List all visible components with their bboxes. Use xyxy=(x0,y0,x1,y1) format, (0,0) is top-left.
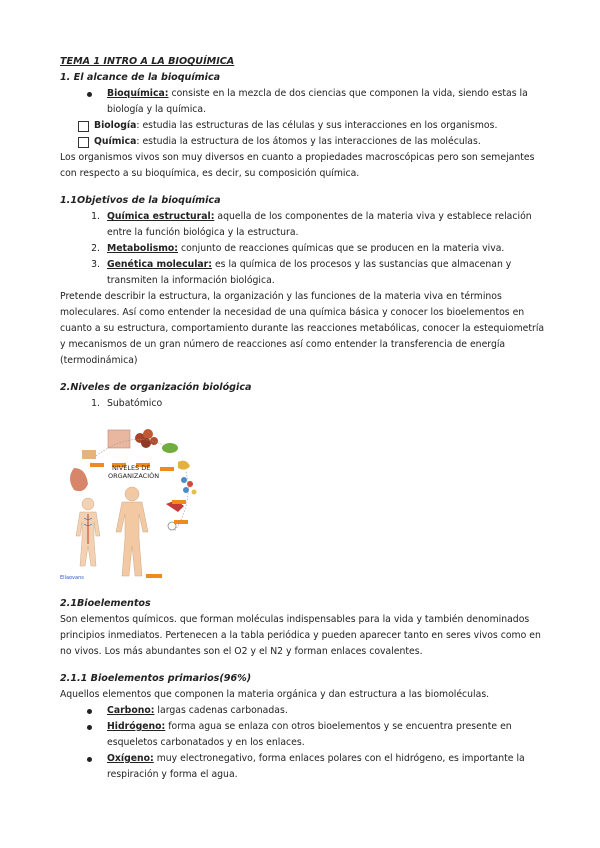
organization-levels-illustration xyxy=(60,422,220,582)
document-page xyxy=(60,54,545,783)
paragraph: Los organismos vivos son muy diversos en cuanto a propiedades macroscópicas pero son semejantes con respecto a su bioquímica, es decir, su composición química. xyxy=(60,152,535,179)
list-item: Carbono: largas cadenas carbonadas. xyxy=(60,703,545,719)
molecule-chain xyxy=(181,477,197,495)
list-item: 1. Subatómico xyxy=(91,398,163,409)
figure-label-2: ORGANIZACIÓN xyxy=(108,472,160,480)
section-2-1-heading: 2.1Bioelementos xyxy=(60,598,151,609)
section-2-heading: 2.Niveles de organización biológica xyxy=(60,382,252,393)
figure-label-1: NIVELES DE xyxy=(112,464,151,472)
list-item: Química: estudia la estructura de los átomos y las interacciones de las moléculas. xyxy=(60,134,545,150)
section-2-1-1-heading: 2.1.1 Bioelementos primarios(96%) xyxy=(60,673,252,684)
figure-credit: Ellaovans xyxy=(60,575,84,581)
list-item: Biología: estudia las estructuras de las células y sus interacciones en los organismos. xyxy=(60,118,545,134)
human-figure xyxy=(116,487,148,576)
tissue-tile xyxy=(108,430,130,448)
list-item: Hidrógeno: forma agua se enlaza con otros bioelementos y se encuentra presente en esqueletos carbonatados y en los enlaces. xyxy=(60,719,545,751)
section-1-heading: 1. El alcance de la bioquímica xyxy=(60,72,221,83)
list-item: Bioquímica: consiste en la mezcla de dos ciencias que componen la vida, siendo estas la biología y la química. xyxy=(60,86,545,118)
paragraph: Son elementos químicos. que forman moléculas indispensables para la vida y también denominados principios inmediatos. Pertenecen a la tabla periódica y pueden aparecer tanto en seres vivos como en no vivos. Los más abundantes son el O2 y el N2 y forman enlaces covalentes. xyxy=(60,614,541,657)
list-item: Oxígeno: muy electronegativo, forma enlaces polares con el hidrógeno, es importante la respiración y forma el agua. xyxy=(60,751,545,783)
checkbox-icon[interactable] xyxy=(78,121,89,132)
organization-levels-figure xyxy=(60,422,220,582)
paragraph: Pretende describir la estructura, la organización y las funciones de la materia viva en términos moleculares. Así como entender la necesidad de una química básica y conocer los bioelementos en cuanto a su estructura, comportamiento durante las reacciones metabólicas, conocer la estequiometría y mecanismos de un gran número de reacciones así como entender la transferencia de energía (termodinámica) xyxy=(60,291,545,366)
paragraph: Aquellos elementos que componen la materia orgánica y dan estructura a las biomoléculas. xyxy=(60,689,490,700)
organ-shape xyxy=(70,468,88,491)
checkbox-icon[interactable] xyxy=(78,137,89,148)
level-tile xyxy=(82,450,96,459)
list-item: 2. Metabolismo: conjunto de reacciones químicas que se producen en la materia viva. xyxy=(91,243,505,254)
cell-cluster xyxy=(135,429,158,448)
list-item: 1. Química estructural: aquella de los componentes de la materia viva y establece relación entre la función biológica y la estructura. xyxy=(91,211,532,238)
human-figure-skeleton xyxy=(76,498,100,566)
molecule-shape xyxy=(178,461,190,470)
organelle-shape xyxy=(162,443,178,453)
list-item: 3. Genética molecular: es la química de los procesos y las sustancias que almacenan y transmiten la información biológica. xyxy=(91,259,512,286)
document-title: TEMA 1 INTRO A LA BIOQUÍMICA xyxy=(60,56,235,67)
section-1-1-heading: 1.1Objetivos de la bioquímica xyxy=(60,195,221,206)
